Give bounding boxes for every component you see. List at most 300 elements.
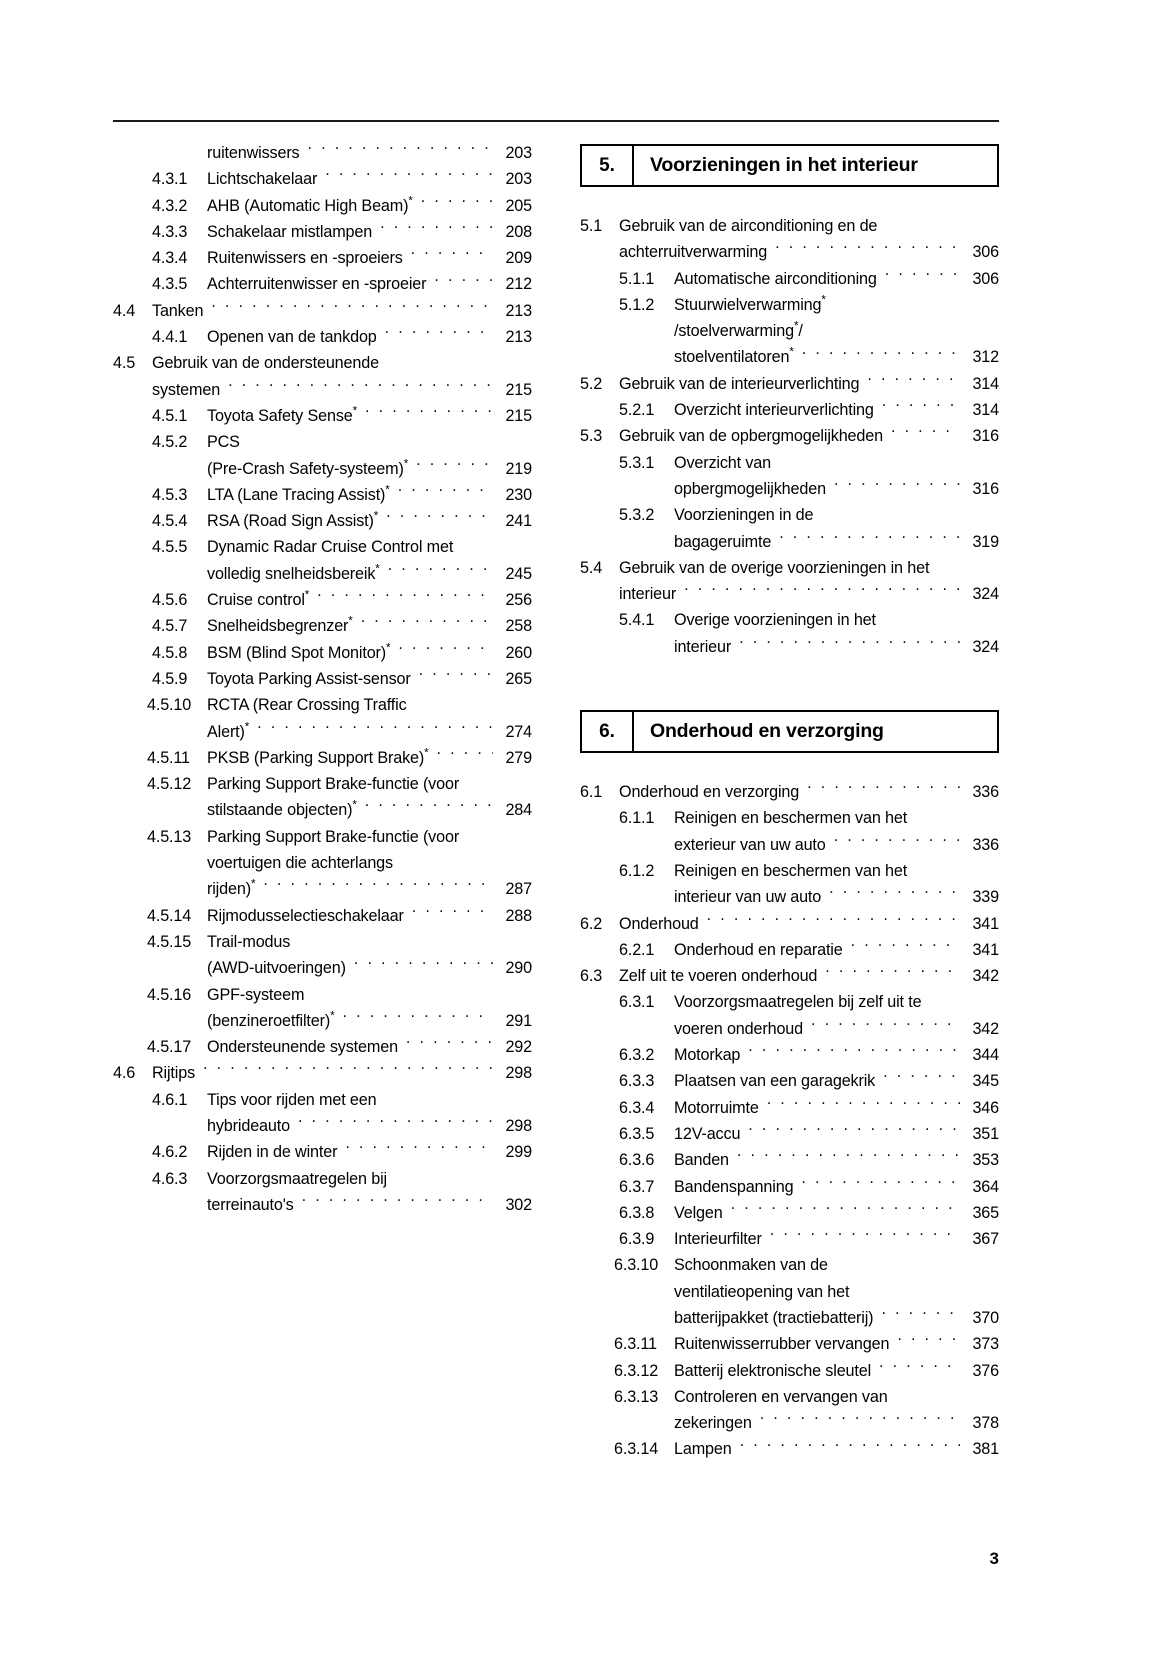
dot-leader: [775, 241, 960, 257]
toc-entry-number: 4.6.1: [152, 1090, 188, 1109]
toc-entry-label: stoelventilatoren*: [674, 346, 794, 367]
toc-entry-page: 342: [972, 967, 999, 986]
dot-leader: [421, 194, 493, 210]
toc-entry-continuation[interactable]: [580, 1305, 999, 1331]
toc-entry-title-wrap: [207, 1034, 532, 1060]
toc-entry-title-wrap: [674, 607, 999, 633]
toc-entry-label: Onderhoud: [619, 914, 699, 933]
toc-entry-number: 5.4: [580, 558, 603, 577]
toc-entry[interactable]: [580, 1436, 999, 1462]
toc-entry-label: Voorzorgsmaatregelen bij: [207, 1169, 387, 1188]
toc-entry-title-wrap: [674, 502, 999, 528]
toc-entry[interactable]: [580, 292, 999, 318]
toc-entry-page: 279: [505, 748, 532, 767]
toc-entry-page: 351: [972, 1124, 999, 1143]
toc-entry-title-wrap: [619, 423, 999, 449]
asterisk-marker: *: [424, 746, 429, 760]
toc-entry-label: /stoelverwarming*/: [674, 319, 803, 341]
toc-entry-title-wrap: [619, 963, 999, 989]
toc-entry[interactable]: [113, 745, 532, 771]
toc-entry[interactable]: [113, 508, 532, 534]
toc-entry[interactable]: [580, 1068, 999, 1094]
toc-entry-number: 4.5.2: [152, 433, 188, 452]
toc-entry[interactable]: [580, 1174, 999, 1200]
toc-entry-title-wrap: [207, 824, 532, 850]
asterisk-marker: *: [403, 457, 409, 471]
toc-entry-page: 203: [505, 170, 532, 189]
toc-entry-title-wrap: [207, 613, 532, 639]
toc-entry-number: 4.5.15: [147, 932, 192, 951]
toc-entry[interactable]: [113, 771, 532, 797]
toc-entry-continuation[interactable]: [580, 529, 999, 555]
page-number: 3: [989, 1549, 999, 1568]
toc-entry[interactable]: [580, 1252, 999, 1278]
toc-entry-title-wrap: [207, 955, 532, 981]
toc-entry-label: Interieurfilter: [674, 1230, 762, 1249]
toc-entry-title-wrap: [674, 1174, 999, 1200]
toc-entry-label: Gebruik van de interieurverlichting: [619, 374, 860, 393]
toc-left-column: [113, 140, 532, 1463]
toc-entry-page: 324: [972, 585, 999, 604]
toc-entry-page: 346: [972, 1098, 999, 1117]
toc-entry[interactable]: [113, 482, 532, 508]
toc-entry-label: voertuigen die achterlangs: [207, 854, 393, 873]
toc-entry-continuation[interactable]: [580, 1279, 999, 1305]
toc-entry-label: AHB (Automatic High Beam)*: [207, 194, 413, 215]
toc-left-entries: [113, 140, 532, 1218]
toc-entry-title-wrap: [674, 884, 999, 910]
toc-entry-label: interieur van uw auto: [674, 888, 822, 907]
toc-entry-continuation[interactable]: [580, 884, 999, 910]
toc-entry-continuation[interactable]: [113, 797, 532, 823]
toc-entry-title-wrap: [674, 1016, 999, 1042]
toc-entry-continuation[interactable]: [113, 561, 532, 587]
toc-entry-page: 324: [972, 637, 999, 656]
chapter-5-number: 5.: [582, 146, 634, 185]
dot-leader: [770, 1228, 960, 1244]
dot-leader: [829, 886, 960, 902]
toc-entry[interactable]: [113, 219, 532, 245]
toc-entry[interactable]: [580, 555, 999, 581]
toc-entry-title-wrap: [674, 832, 999, 858]
toc-entry-number: 5.3.1: [619, 453, 655, 472]
toc-entry[interactable]: [580, 1384, 999, 1410]
toc-entry-label: Toyota Safety Sense*: [207, 404, 358, 425]
toc-entry-number: 4.4: [113, 301, 136, 320]
toc-entry[interactable]: [580, 858, 999, 884]
toc-entry-number: 4.4.1: [152, 328, 188, 347]
toc-entry[interactable]: [113, 1139, 532, 1165]
dot-leader: [748, 1044, 960, 1060]
asterisk-marker: *: [386, 641, 391, 655]
toc-entry-title-wrap: [152, 298, 532, 324]
toc-entry[interactable]: [113, 534, 532, 560]
toc-entry-number: 4.5.9: [152, 669, 188, 688]
toc-entry-page: 316: [972, 479, 999, 498]
toc-entry-title-wrap: [674, 1331, 999, 1357]
dot-leader: [767, 1096, 960, 1112]
toc-entry-number: 4.5.17: [147, 1038, 192, 1057]
toc-entry-number: 4.5.11: [147, 748, 190, 767]
toc-entry[interactable]: [580, 450, 999, 476]
dot-leader: [867, 373, 960, 389]
toc-entry-continuation[interactable]: [580, 1016, 999, 1042]
dot-leader: [406, 1036, 493, 1052]
toc-entry-number: 6.3.8: [619, 1203, 655, 1222]
toc-entry-label: Toyota Parking Assist-sensor: [207, 669, 411, 688]
toc-entry[interactable]: [113, 982, 532, 1008]
toc-right-column: [580, 140, 999, 1463]
dot-leader: [740, 1438, 960, 1454]
chapter-6-title: Onderhoud en verzorging: [650, 720, 884, 743]
toc-entry-number: 6.3.7: [619, 1177, 655, 1196]
toc-entry-title-wrap: [674, 344, 999, 370]
toc-entry-label: Banden: [674, 1151, 729, 1170]
toc-entry[interactable]: [580, 779, 999, 805]
toc-entry-label: volledig snelheidsbereik*: [207, 562, 380, 583]
toc-entry-number: 6.3.11: [614, 1335, 657, 1354]
toc-entry-title-wrap: [674, 1358, 999, 1384]
dot-leader: [437, 747, 493, 763]
toc-entry[interactable]: [580, 1042, 999, 1068]
toc-entry-title-wrap: [207, 1139, 532, 1165]
toc-entry-label: Velgen: [674, 1203, 723, 1222]
toc-entry-page: 260: [505, 643, 532, 662]
toc-entry-label: Rijden in de winter: [207, 1143, 338, 1162]
toc-entry-page: 209: [505, 249, 532, 268]
toc-entry-label: PKSB (Parking Support Brake)*: [207, 746, 429, 767]
toc-entry[interactable]: [580, 371, 999, 397]
dot-leader: [211, 300, 493, 316]
dot-leader: [302, 1194, 493, 1210]
toc-entry-page: 319: [972, 532, 999, 551]
toc-entry-label: bagageruimte: [674, 532, 772, 551]
toc-entry-page: 306: [972, 269, 999, 288]
toc-entry-label: Gebruik van de airconditioning en de: [619, 217, 878, 235]
toc-entry-continuation[interactable]: [580, 476, 999, 502]
toc-entry-number: 4.3.5: [152, 275, 188, 294]
toc-entry-page: 336: [972, 835, 999, 854]
toc-entry[interactable]: [113, 298, 532, 324]
toc-entry-title-wrap: [674, 989, 999, 1015]
toc-entry-page: 341: [972, 914, 999, 933]
dot-leader: [411, 247, 493, 263]
toc-entry-label: Alert)*: [207, 720, 250, 741]
toc-entry[interactable]: [113, 271, 532, 297]
dot-leader: [380, 221, 493, 237]
toc-entry[interactable]: [580, 1095, 999, 1121]
toc-entry[interactable]: [580, 213, 999, 239]
toc-entry[interactable]: [113, 692, 532, 718]
toc-entry-label: Gebruik van de ondersteunende: [152, 354, 379, 373]
toc-entry-continuation[interactable]: [580, 239, 999, 265]
toc-entry[interactable]: [113, 903, 532, 929]
dot-leader: [897, 1333, 960, 1349]
toc-entry-title-wrap: [674, 1436, 999, 1462]
toc-entry[interactable]: [580, 937, 999, 963]
dot-leader: [879, 1359, 960, 1375]
toc-entry[interactable]: [580, 607, 999, 633]
toc-entry-label: zekeringen: [674, 1414, 752, 1433]
toc-entry-number: 6.3.4: [619, 1098, 655, 1117]
toc-entry-page: 215: [505, 380, 532, 399]
toc-entry[interactable]: [113, 166, 532, 192]
toc-entry-continuation[interactable]: [580, 318, 999, 344]
toc-entry-page: 367: [972, 1230, 999, 1249]
toc-entry-title-wrap: [674, 1200, 999, 1226]
toc-entry-label: Trail-modus: [207, 932, 291, 951]
toc-entry-title-wrap: [207, 271, 532, 297]
dot-leader: [807, 781, 960, 797]
toc-entry-label: 12V-accu: [674, 1124, 741, 1143]
dot-leader: [361, 615, 493, 631]
toc-entry-label: Parking Support Brake-functie (voor: [207, 775, 460, 794]
toc-entry-label: Motorruimte: [674, 1098, 759, 1117]
toc-entry-page: 212: [505, 275, 532, 294]
toc-entry-number: 5.2: [580, 374, 603, 393]
toc-entry-title-wrap: [207, 140, 532, 166]
toc-entry-label: LTA (Lane Tracing Assist)*: [207, 483, 390, 504]
toc-entry[interactable]: [580, 502, 999, 528]
toc-entry[interactable]: [113, 666, 532, 692]
toc-entry[interactable]: [113, 824, 532, 850]
dot-leader: [834, 833, 960, 849]
asterisk-marker: *: [793, 319, 799, 333]
toc-entry-page: 339: [972, 888, 999, 907]
toc-entry-title-wrap: [674, 937, 999, 963]
toc-entry-continuation[interactable]: [113, 850, 532, 876]
toc-entry-number: 6.1: [580, 783, 603, 802]
toc-entry-page: 215: [505, 406, 532, 425]
toc-entry-label: Snelheidsbegrenzer*: [207, 614, 353, 636]
toc-entry[interactable]: [580, 397, 999, 423]
toc-entry-title-wrap: [674, 397, 999, 423]
toc-entry-number: 5.1: [580, 217, 603, 235]
asterisk-marker: *: [348, 614, 353, 628]
dot-leader: [388, 563, 493, 579]
toc-entry-label: Parking Support Brake-functie (voor: [207, 827, 460, 846]
toc-entry-label: BSM (Blind Spot Monitor)*: [207, 641, 391, 662]
toc-entry-label: RSA (Road Sign Assist)*: [207, 509, 379, 531]
toc-entry-label: stilstaande objecten)*: [207, 799, 357, 820]
toc-entry-number: 4.5.7: [152, 617, 188, 636]
toc-entry-title-wrap: [674, 450, 999, 476]
toc-chapter5-entries: [580, 213, 999, 660]
toc-entry-page: 373: [972, 1335, 999, 1354]
toc-entry-continuation[interactable]: [580, 832, 999, 858]
toc-entry-page: 241: [505, 512, 532, 531]
toc-entry[interactable]: [113, 350, 532, 376]
dot-leader: [851, 939, 960, 955]
toc-entry-label: Onderhoud en reparatie: [674, 940, 843, 959]
toc-entry-label: Schoonmaken van de: [674, 1256, 828, 1275]
toc-entry-continuation[interactable]: [113, 719, 532, 745]
toc-entry-continuation[interactable]: [580, 634, 999, 660]
dot-leader: [739, 636, 960, 652]
toc-entry[interactable]: [113, 429, 532, 455]
toc-entry[interactable]: [580, 1121, 999, 1147]
toc-entry[interactable]: [113, 245, 532, 271]
toc-entry-number: 6.3.9: [619, 1230, 655, 1249]
toc-entry-number: 4.6: [113, 1064, 136, 1083]
toc-entry[interactable]: [113, 929, 532, 955]
toc-entry-page: 378: [972, 1414, 999, 1433]
toc-entry-title-wrap: [674, 1226, 999, 1252]
toc-entry-title-wrap: [152, 377, 532, 403]
toc-entry-continuation[interactable]: [580, 344, 999, 370]
chapter-6-number: 6.: [582, 712, 634, 751]
asterisk-marker: *: [408, 194, 413, 208]
toc-entry-number: 6.3: [580, 967, 603, 986]
asterisk-marker: *: [385, 483, 390, 497]
toc-entry-label: Schakelaar mistlampen: [207, 222, 373, 241]
toc-entry[interactable]: [580, 1226, 999, 1252]
toc-entry-continuation[interactable]: [113, 876, 532, 902]
dot-leader: [825, 965, 960, 981]
toc-entry-label: exterieur van uw auto: [674, 835, 826, 854]
toc-entry-number: 4.5: [113, 354, 136, 373]
dot-leader: [412, 904, 493, 920]
toc-entry[interactable]: [113, 1034, 532, 1060]
toc-entry-continuation[interactable]: [580, 1410, 999, 1436]
toc-entry-title-wrap: [207, 1087, 532, 1113]
toc-entry-title-wrap: [207, 403, 532, 429]
toc-entry-title-wrap: [207, 245, 532, 271]
dot-leader: [882, 399, 960, 415]
toc-entry-label: Achterruitenwisser en -sproeier: [207, 275, 427, 294]
toc-entry-continuation[interactable]: [113, 1113, 532, 1139]
toc-entry[interactable]: [113, 1060, 532, 1086]
toc-entry-label: Bandenspanning: [674, 1177, 794, 1196]
toc-entry[interactable]: [580, 1147, 999, 1173]
toc-entry[interactable]: [580, 963, 999, 989]
chapter-heading-5[interactable]: [580, 144, 999, 187]
toc-entry-continuation[interactable]: [113, 1192, 532, 1218]
toc-entry[interactable]: [113, 1166, 532, 1192]
toc-entry[interactable]: [580, 911, 999, 937]
toc-entry-title-wrap: [674, 266, 999, 292]
toc-entry[interactable]: [580, 989, 999, 1015]
toc-entry-title-wrap: [674, 292, 999, 318]
dot-leader: [325, 168, 493, 184]
toc-entry[interactable]: [580, 1358, 999, 1384]
toc-entry-page: 213: [505, 328, 532, 347]
toc-entry-title-wrap: [619, 239, 999, 265]
toc-entry[interactable]: [113, 324, 532, 350]
dot-leader: [834, 478, 960, 494]
toc-entry-title-wrap: [674, 1305, 999, 1331]
dot-leader: [802, 346, 960, 362]
asterisk-marker: *: [244, 720, 250, 734]
toc-entry-continuation[interactable]: [113, 955, 532, 981]
toc-entry-title-wrap: [674, 476, 999, 502]
toc-entry-title-wrap: [207, 219, 532, 245]
toc-entry-page: 298: [505, 1116, 532, 1135]
toc-entry-number: 4.5.1: [152, 406, 188, 425]
asterisk-marker: *: [304, 588, 310, 602]
dot-leader: [748, 1123, 960, 1139]
toc-entry-title-wrap: [619, 555, 999, 581]
chapter-heading-6[interactable]: [580, 710, 999, 753]
toc-entry-continuation[interactable]: [113, 1008, 532, 1034]
toc-entry[interactable]: [113, 587, 532, 613]
toc-entry[interactable]: [113, 613, 532, 639]
asterisk-marker: *: [821, 293, 826, 307]
toc-entry-continuation[interactable]: [113, 377, 532, 403]
toc-entry-label: interieur: [674, 637, 732, 656]
toc-entry-page: 314: [972, 401, 999, 420]
toc-entry[interactable]: [113, 640, 532, 666]
dot-leader: [203, 1062, 493, 1078]
toc-entry-title-wrap: [207, 666, 532, 692]
toc-entry-page: 292: [505, 1038, 532, 1057]
toc-entry[interactable]: [580, 1331, 999, 1357]
toc-entry-label: Rijtips: [152, 1064, 196, 1083]
toc-entry-label: Stuurwielverwarming*: [674, 293, 826, 314]
toc-entry[interactable]: [580, 423, 999, 449]
toc-entry[interactable]: [580, 266, 999, 292]
toc-entry[interactable]: [580, 1200, 999, 1226]
toc-entry-label: Ruitenwisserrubber vervangen: [674, 1335, 890, 1354]
toc-entry-label: Reinigen en beschermen van het: [674, 861, 908, 880]
toc-entry-page: 230: [505, 485, 532, 504]
toc-entry[interactable]: [113, 193, 532, 219]
toc-entry[interactable]: [113, 1087, 532, 1113]
toc-entry-title-wrap: [674, 858, 999, 884]
toc-entry-number: 4.5.16: [147, 985, 192, 1004]
toc-entry[interactable]: [113, 403, 532, 429]
toc-entry-number: 4.5.13: [147, 827, 192, 846]
toc-entry-page: 376: [972, 1361, 999, 1380]
toc-entry-continuation[interactable]: [580, 581, 999, 607]
toc-entry-page: 306: [972, 243, 999, 262]
toc-entry-label: Overzicht van: [674, 453, 772, 472]
toc-entry-number: 6.2.1: [619, 940, 655, 959]
toc-entry-number: 4.6.3: [152, 1169, 188, 1188]
asterisk-marker: *: [250, 877, 256, 891]
dot-leader: [365, 799, 493, 815]
toc-entry-number: 5.1.1: [619, 269, 655, 288]
dot-leader: [416, 457, 493, 473]
toc-entry-page: 344: [972, 1046, 999, 1065]
toc-entry-title-wrap: [207, 166, 532, 192]
toc-entry-label: Ondersteunende systemen: [207, 1038, 398, 1057]
toc-entry-page: 208: [505, 222, 532, 241]
toc-entry[interactable]: [580, 805, 999, 831]
toc-entry-label: Lichtschakelaar: [207, 170, 318, 189]
toc-entry-number: 6.3.1: [619, 993, 655, 1012]
dot-leader: [891, 425, 960, 441]
toc-entry-page: 288: [505, 906, 532, 925]
toc-entry-label: achterruitverwarming: [619, 243, 768, 262]
toc-entry-page: 291: [505, 1011, 532, 1030]
toc-entry-number: 6.3.2: [619, 1046, 655, 1065]
dot-leader: [317, 589, 493, 605]
toc-entry-label: GPF-systeem: [207, 985, 305, 1004]
toc-entry-number: 4.5.10: [147, 696, 192, 715]
toc-entry-title-wrap: [152, 1060, 532, 1086]
dot-leader: [801, 1175, 960, 1191]
toc-entry-number: 4.6.2: [152, 1143, 188, 1162]
toc-entry-page: 370: [972, 1308, 999, 1327]
asterisk-marker: *: [375, 562, 380, 576]
toc-entry-number: 6.3.6: [619, 1151, 655, 1170]
toc-entry-title-wrap: [674, 634, 999, 660]
toc-entry-continuation[interactable]: [113, 140, 532, 166]
toc-entry-continuation[interactable]: [113, 456, 532, 482]
toc-entry-label: interieur: [619, 585, 677, 604]
toc-entry-title-wrap: [674, 1042, 999, 1068]
